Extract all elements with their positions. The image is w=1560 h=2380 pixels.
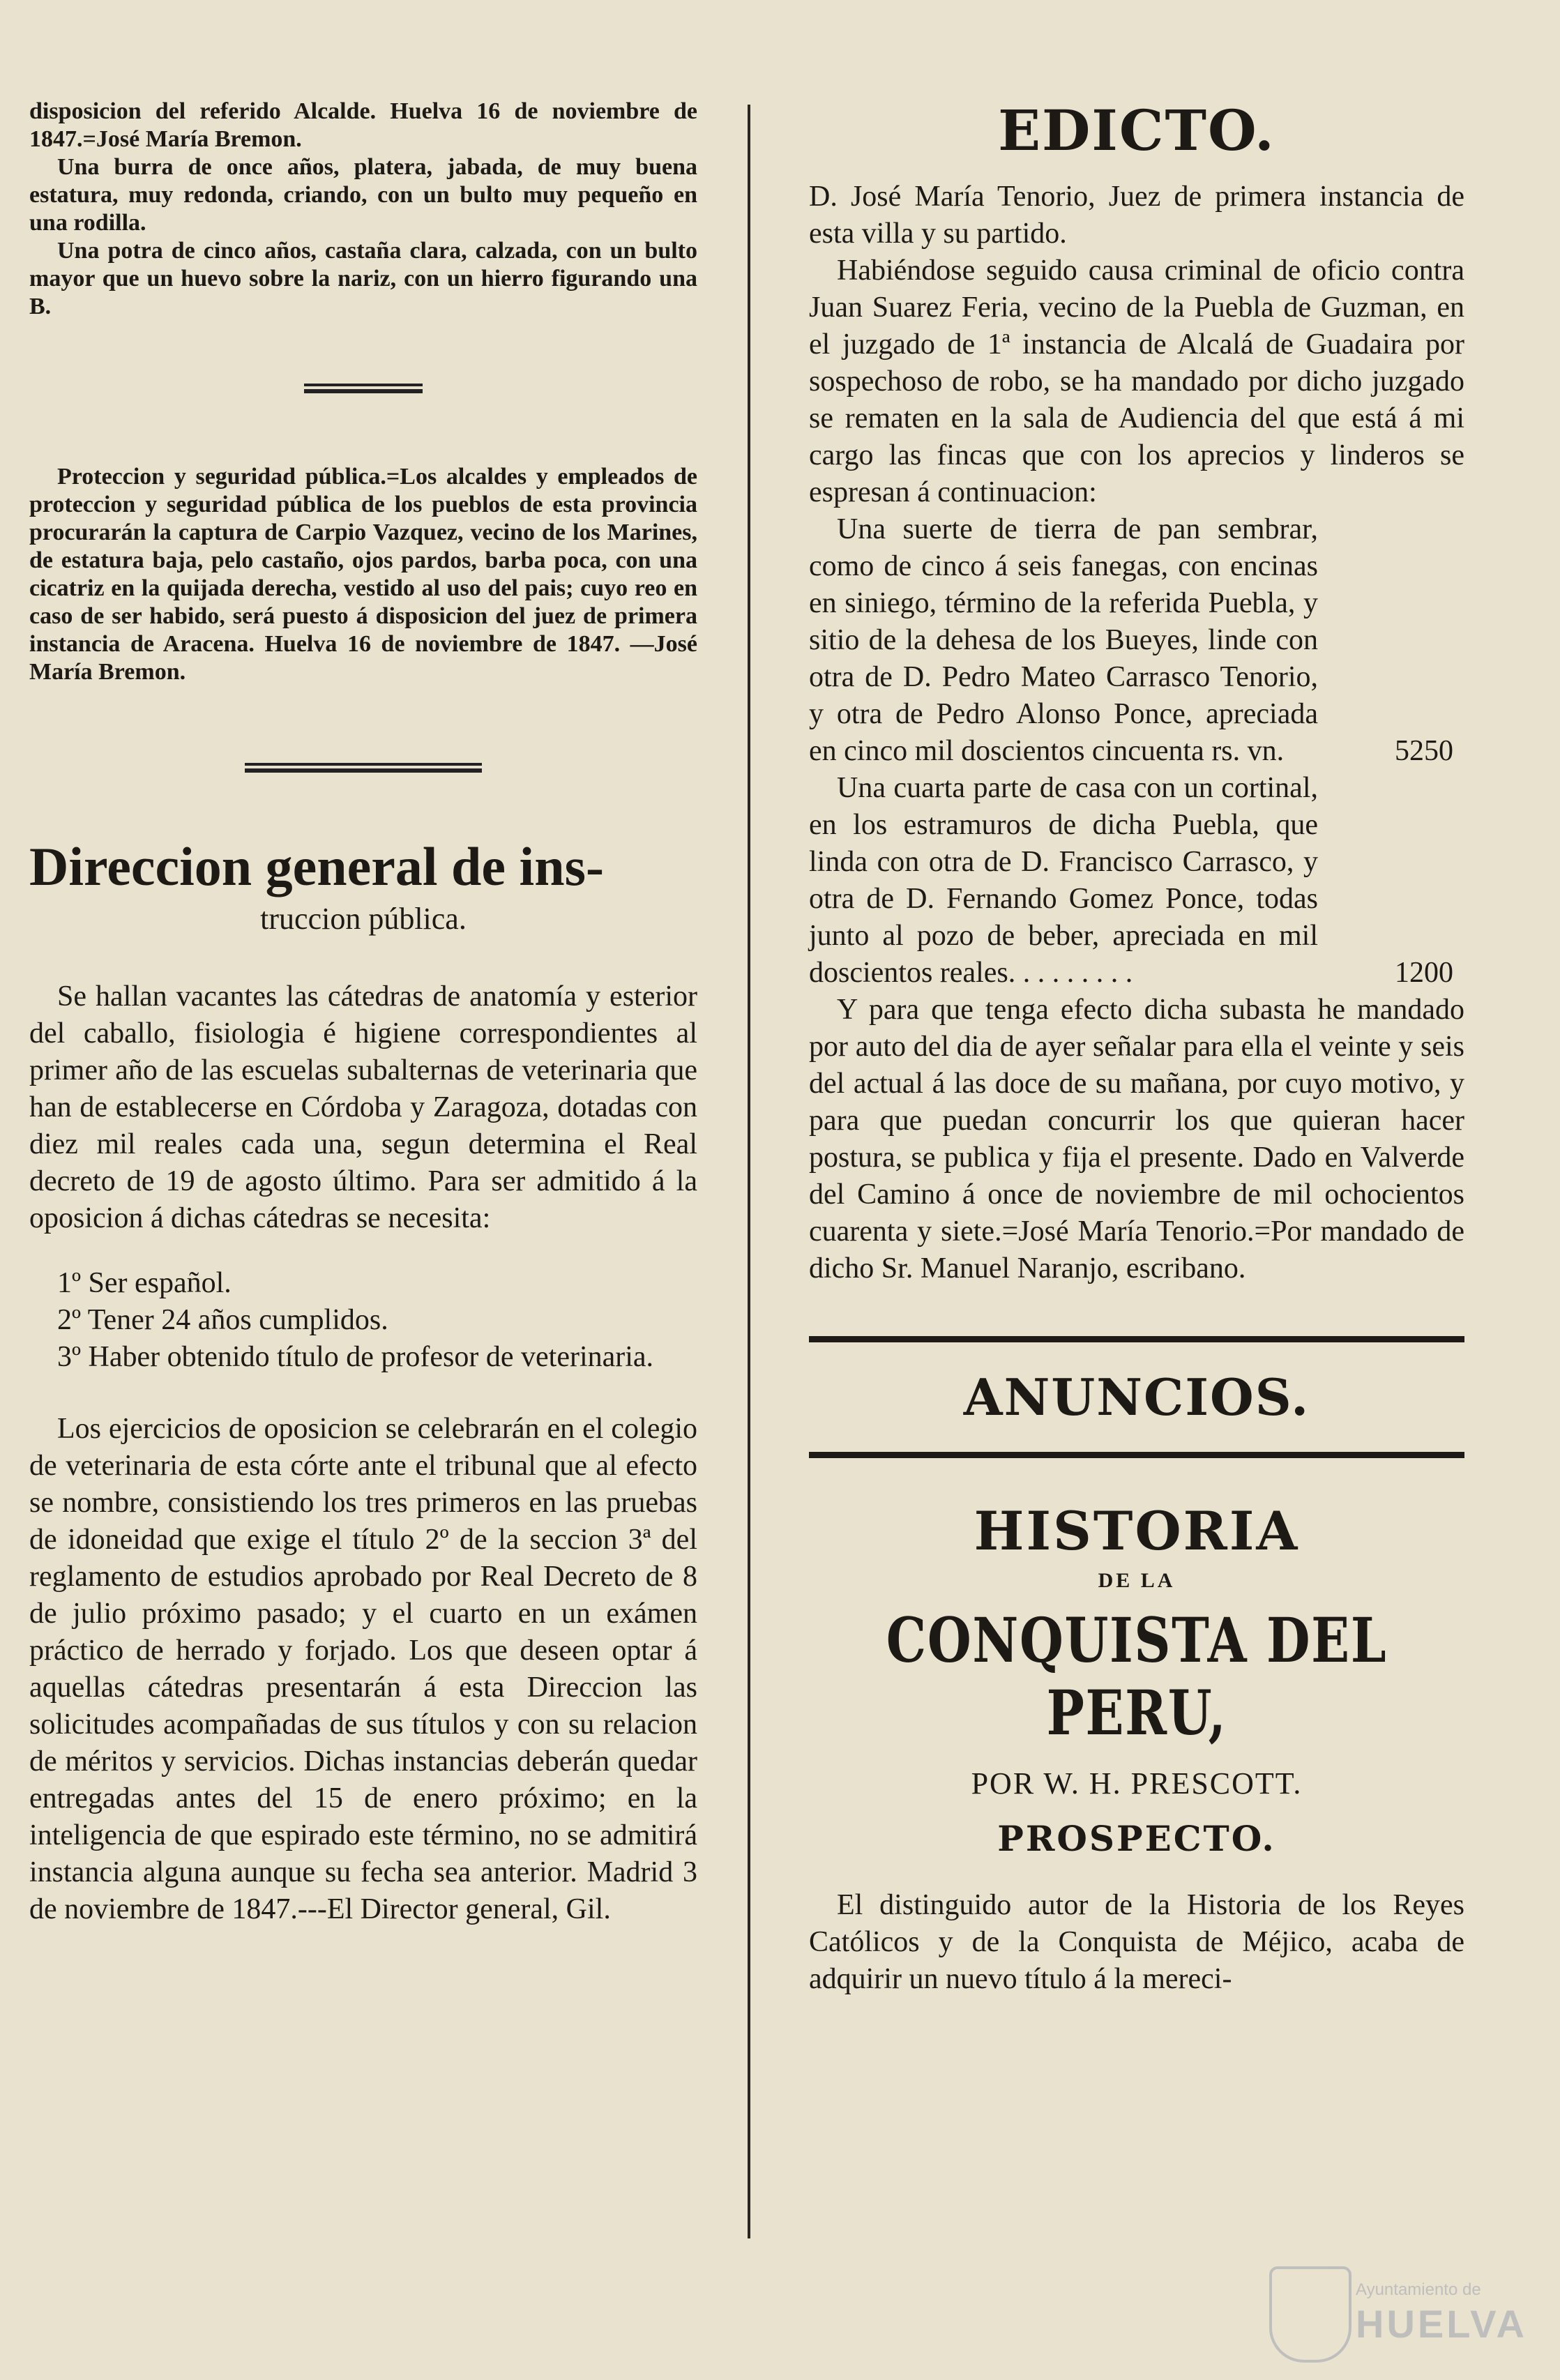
notice-livestock-closing: disposicion del referido Alcalde. Huelva 16 de noviembre de 1847.=José María Bremon. bbox=[29, 98, 697, 152]
notice-livestock-donkey: Una burra de once años, platera, jabada, de muy buena estatura, muy redonda, criando, con un bulto muy pequeño en una rodilla. bbox=[29, 154, 697, 236]
column-divider bbox=[748, 105, 750, 2238]
vacancies-text: Se hallan vacantes las cátedras de anatomía y esterior del caballo, fisiologia é higiene correspondientes al primer año de las escuelas subalternas de veterinaria que han de establecerse en Córdoba y Zaragoza, dotadas con diez mil reales cada una, segun determina el Real decreto de 19 de agosto último. Para ser admitido á la oposicion á dichas cátedras se necesita: bbox=[29, 980, 697, 1234]
edicto-heading: EDICTO. bbox=[998, 98, 1275, 163]
left-column bbox=[29, 98, 697, 1928]
exams-text: Los ejercicios de oposicion se celebrarán en el colegio de veterinaria de esta córte ante el tribunal que al efecto se nombre, consistiendo los tres primeros en las pruebas de idoneidad que exige el título 2º de la seccion 3ª del reglamento de estudios aprobado por Real Decreto de 8 de julio próximo pasado; y el cuarto en un exámen práctico de herrado y forjado. Los que deseen optar á aquellas cátedras presentarán á esta Direccion las solicitudes acompañadas de sus títulos y con su relacion de méritos y servicios. Dichas instancias deberán quedar entregadas antes del 15 de enero próximo; en la inteligencia de que espirado este término, no se admitirá instancia alguna aunque su fecha sea anterior. Madrid 3 de noviembre de 1847.---El Director general, Gil. bbox=[29, 1413, 697, 1925]
property-amount: 1200 bbox=[1395, 957, 1453, 989]
ornament-divider bbox=[304, 384, 423, 393]
requirement-item: 1º Ser español. bbox=[57, 1267, 232, 1299]
property-description: Una suerte de tierra de pan sembrar, como de cinco á seis fanegas, con encinas en siniego, término de la referida Puebla, y sitio de la dehesa de los Bueyes, linde con otra de D. Pedro Mateo Carrasco Tenorio, y otra de Pedro Alonso Ponce, apreciada en cinco mil doscientos cincuenta rs. vn. bbox=[809, 513, 1318, 767]
book-title-dela: DE LA bbox=[1098, 1569, 1176, 1592]
property-description: Una cuarta parte de casa con un cortinal, en los estramuros de dicha Puebla, que linda con otra de D. Francisco Carrasco, y otra de D. Fernando Gomez Ponce, todas junto al pozo de beber, apreciada en mil doscientos reales. . . . . . . . . bbox=[809, 772, 1318, 989]
property-entry bbox=[809, 511, 1464, 770]
prospecto-text: El distinguido autor de la Historia de los Reyes Católicos y de la Conquista de Méjico, acaba de adquirir un nuevo título á la mereci- bbox=[809, 1889, 1464, 1995]
vacancies-paragraph bbox=[29, 978, 697, 1237]
notice-livestock bbox=[29, 98, 697, 321]
section-subtitle: truccion pública. bbox=[260, 902, 467, 936]
right-column bbox=[809, 98, 1464, 1998]
shield-icon bbox=[1269, 2266, 1351, 2363]
watermark-line1: Ayuntamiento de bbox=[1356, 2280, 1481, 2299]
municipal-watermark bbox=[1269, 2266, 1527, 2364]
book-author: POR W. H. PRESCOTT. bbox=[971, 1766, 1303, 1801]
edicto-intro: D. José María Tenorio, Juez de primera instancia de esta villa y su partido. bbox=[809, 181, 1464, 250]
edicto-case: Habiéndose seguido causa criminal de oficio contra Juan Suarez Feria, vecino de la Puebla de Guzman, en el juzgado de 1ª instancia de Alcalá de Guadaira por sospechoso de robo, se ha mandado por dicho juzgado se rematen en la sala de Audiencia del que está á mi cargo las fincas que con los aprecios y linderos se espresan á continuacion: bbox=[809, 255, 1464, 508]
rule-top bbox=[809, 1336, 1464, 1342]
edicto-closing: Y para que tenga efecto dicha subasta he mandado por auto del dia de ayer señalar para ella el veinte y seis del actual á las doce de su mañana, por cuyo motivo, y para que puedan concurrir los que quieran hacer postura, se publica y fija el presente. Dado en Valverde del Camino á once de noviembre de mil ochocientos cuarenta y siete.=José María Tenorio.=Por mandado de dicho Sr. Manuel Naranjo, escribano. bbox=[809, 994, 1464, 1284]
prospecto-heading: PROSPECTO. bbox=[997, 1818, 1276, 1859]
book-title-historia: HISTORIA bbox=[974, 1500, 1300, 1562]
anuncios-heading: ANUNCIOS. bbox=[963, 1367, 1310, 1427]
exams-paragraph bbox=[29, 1411, 697, 1928]
watermark-line2: HUELVA bbox=[1356, 2302, 1527, 2346]
requirement-item: 3º Haber obtenido título de profesor de veterinaria. bbox=[57, 1341, 654, 1373]
property-amount: 5250 bbox=[1395, 735, 1453, 767]
prospecto-body bbox=[809, 1887, 1464, 1998]
ornament-divider-wide bbox=[245, 763, 482, 773]
property-entry bbox=[809, 770, 1464, 992]
section-title: Direccion general de ins- bbox=[29, 836, 604, 897]
rule-bottom bbox=[809, 1452, 1464, 1458]
requirements-list bbox=[29, 1265, 697, 1376]
notice-livestock-filly: Una potra de cinco años, castaña clara, calzada, con un bulto mayor que un huevo sobre la nariz, con un hierro figurando una B. bbox=[29, 238, 697, 319]
requirement-item: 2º Tener 24 años cumplidos. bbox=[57, 1304, 388, 1336]
edicto-body bbox=[809, 179, 1464, 1287]
notice-security bbox=[29, 463, 697, 686]
book-title-conquista: CONQUISTA DEL PERU, bbox=[886, 1604, 1388, 1749]
notice-security-text: Proteccion y seguridad pública.=Los alcaldes y empleados de proteccion y seguridad pública de los pueblos de esta provincia procurarán la captura de Carpio Vazquez, vecino de los Marines, de estatura baja, pelo castaño, ojos pardos, barba poca, con una cicatriz en la quijada derecha, vestido al uso del pais; cuyo reo en caso de ser habido, será puesto á disposicion del juez de primera instancia de Aracena. Huelva 16 de noviembre de 1847. —José María Bremon. bbox=[29, 464, 697, 685]
